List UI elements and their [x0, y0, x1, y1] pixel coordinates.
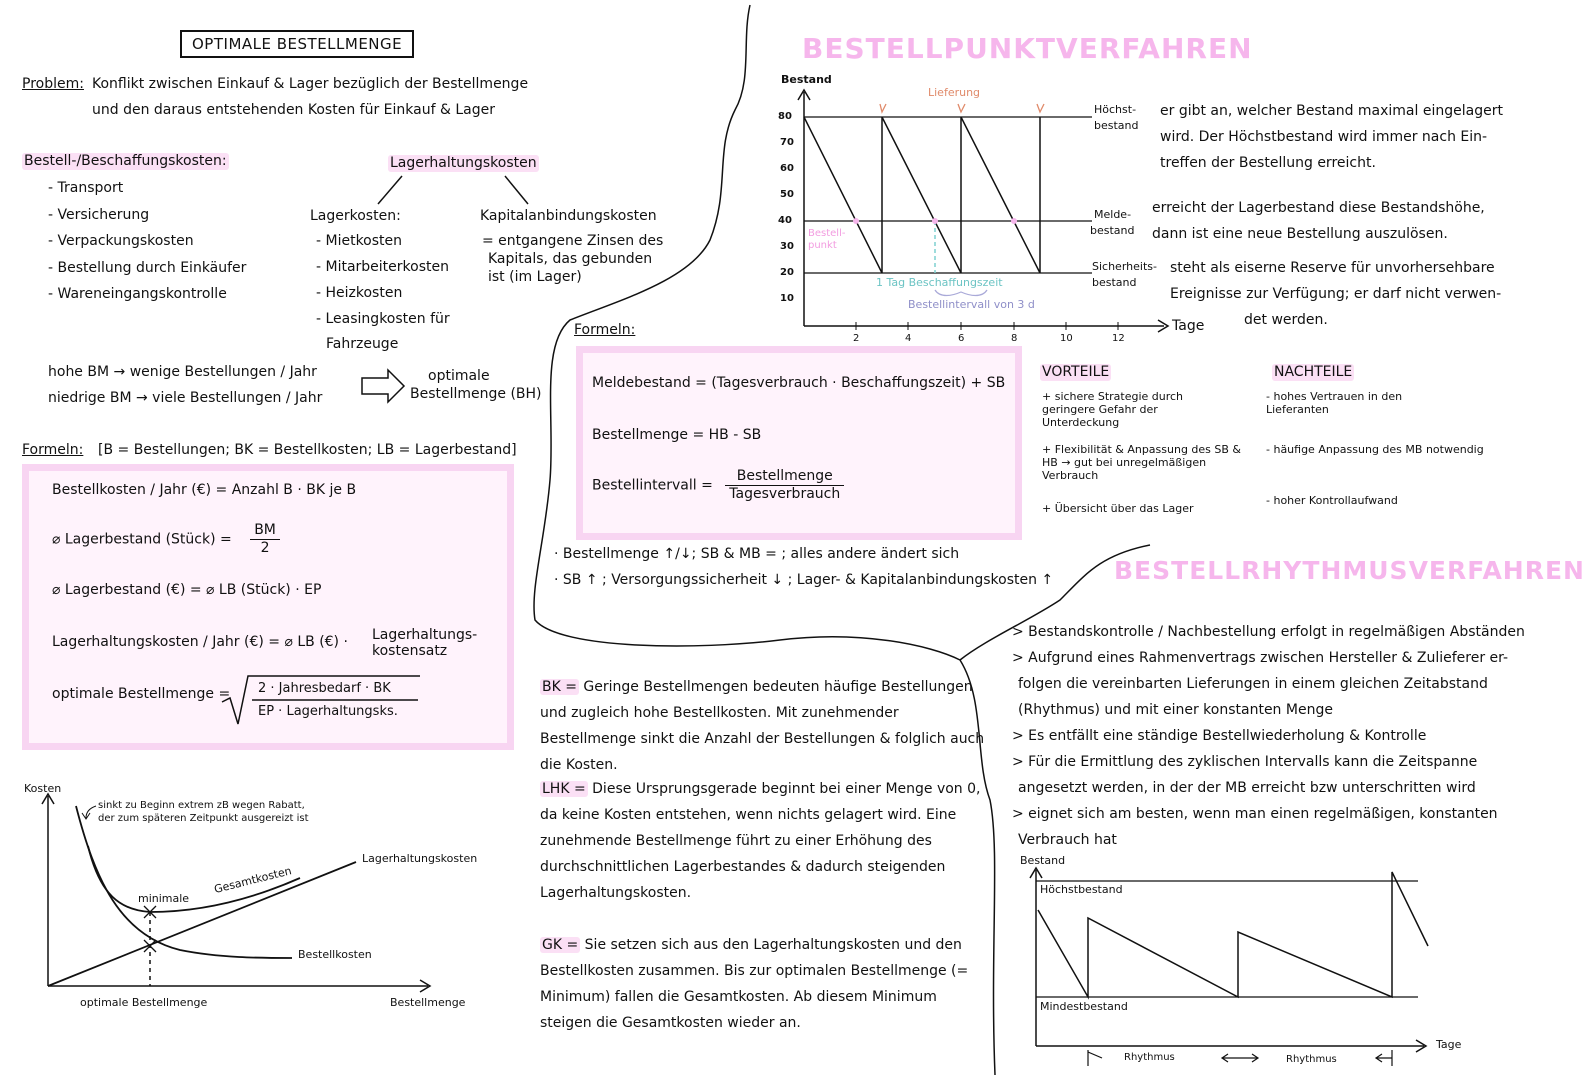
br-item: > Aufgrund eines Rahmenvertrags zwischen Hersteller & Zulieferer er-: [1012, 650, 1509, 666]
bp-xtick: 6: [958, 333, 965, 344]
formula-left: Bestellintervall =: [592, 477, 713, 494]
hb-label: bestand: [1094, 119, 1139, 132]
br-rhythmus-label: Rhythmus: [1286, 1054, 1337, 1065]
sb-text: Ereignisse zur Verfügung; er darf nicht verwen-: [1170, 286, 1502, 302]
chart-note: sinkt zu Beginn extrem zB wegen Rabatt,: [98, 800, 305, 811]
bp-xtick: 4: [905, 333, 912, 344]
formula-lhk-satz: Lagerhaltungs-: [372, 627, 478, 643]
bk-item: - Versicherung: [48, 207, 150, 223]
mb-text: dann ist eine neue Bestellung auszulösen.: [1152, 226, 1448, 242]
sqrt-denominator: EP · Lagerhaltungsks.: [258, 704, 398, 719]
lager-item: - Heizkosten: [316, 285, 403, 301]
br-ylabel: Bestand: [1020, 854, 1066, 867]
kap-text: Kapitals, das gebunden: [488, 251, 653, 267]
nachteile-heading: NACHTEILE: [1274, 364, 1353, 380]
bm-result-1: optimale: [428, 368, 490, 384]
bm-line-2: niedrige BM → viele Bestellungen / Jahr: [48, 390, 323, 406]
bp-xtick: 8: [1011, 333, 1018, 344]
lhk-label: LHK =: [542, 781, 586, 797]
bp-intervall-label: Bestellintervall von 3 d: [908, 298, 1035, 311]
fraction-denominator: 2: [260, 539, 270, 556]
bk-item: - Bestellung durch Einkäufer: [48, 260, 247, 276]
bp-xtick: 2: [853, 333, 860, 344]
fraction-denominator: Tagesverbrauch: [729, 485, 841, 502]
bp-ytick: 10: [780, 293, 794, 304]
vorteil-item: + Übersicht über das Lager: [1042, 502, 1194, 515]
chart-label-optimal: optimale Bestellmenge: [80, 996, 208, 1009]
nachteil-item: - hoher Kontrollaufwand: [1266, 494, 1398, 507]
formula-lagerhaltungskosten: Lagerhaltungskosten / Jahr (€) = ⌀ LB (€) ·: [52, 634, 348, 650]
bp-title: BESTELLPUNKTVERFAHREN: [802, 32, 1253, 65]
vorteil-item: + Flexibilität & Anpassung des SB & HB → gut bei unregelmäßigen Verbrauch: [1042, 443, 1242, 483]
br-item: > Für die Ermittlung des zyklischen Intervalls kann die Zeitspanne: [1012, 754, 1478, 770]
bm-result-2: Bestellmenge (BH): [410, 386, 542, 402]
br-item: angesetzt werden, in der der MB erreicht bzw unterschritten wird: [1018, 780, 1476, 796]
kap-heading: Kapitalanbindungskosten: [480, 208, 657, 224]
formula-optimale-bm-label: optimale Bestellmenge =: [52, 686, 231, 702]
br-hb-label: Höchstbestand: [1040, 883, 1123, 896]
bp-xtick: 10: [1060, 333, 1073, 344]
chart-label-minimale: minimale: [138, 892, 190, 905]
problem-text-2: und den daraus entstehenden Kosten für Einkauf & Lager: [92, 102, 495, 118]
sb-label: Sicherheits-: [1092, 260, 1157, 273]
formeln-label-left: Formeln:: [22, 442, 84, 458]
vorteil-item: + sichere Strategie durch geringere Gefahr der Unterdeckung: [1042, 390, 1184, 430]
lager-heading: Lagerkosten:: [310, 208, 401, 224]
br-xlabel: Tage: [1436, 1038, 1462, 1051]
sb-text: steht als eiserne Reserve für unvorhersehbare: [1170, 260, 1495, 276]
formula-bestellkosten: Bestellkosten / Jahr (€) = Anzahl B · BK je B: [52, 482, 357, 498]
sb-text: det werden.: [1244, 312, 1328, 328]
bk-label: BK =: [542, 679, 577, 695]
hb-text: treffen der Bestellung erreicht.: [1160, 155, 1376, 171]
hb-text: er gibt an, welcher Bestand maximal eingelagert: [1160, 103, 1503, 119]
formeln-label-middle: Formeln:: [574, 322, 636, 338]
sqrt-numerator: 2 · Jahresbedarf · BK: [258, 681, 391, 696]
br-item: > Es entfällt eine ständige Bestellwiederholung & Kontrolle: [1012, 728, 1427, 744]
bp-ytick: 60: [780, 163, 794, 174]
lager-item: Fahrzeuge: [326, 336, 399, 352]
bk-heading: Bestell-/Beschaffungskosten:: [24, 153, 227, 169]
lager-item: - Mitarbeiterkosten: [316, 259, 449, 275]
sb-label: bestand: [1092, 276, 1137, 289]
chart-label-lhk: Lagerhaltungskosten: [362, 852, 478, 865]
formeln-legend: [B = Bestellungen; BK = Bestellkosten; LB = Lagerbestand]: [98, 442, 517, 458]
hb-text: wird. Der Höchstbestand wird immer nach Ein-: [1160, 129, 1488, 145]
br-item: (Rhythmus) und mit einer konstanten Menge: [1018, 702, 1333, 718]
kap-text: = entgangene Zinsen des: [482, 233, 664, 249]
bp-ylabel: Bestand: [781, 73, 832, 86]
page-title: OPTIMALE BESTELLMENGE: [180, 30, 414, 58]
mb-label: Melde-: [1094, 208, 1132, 221]
nachteil-item: - häufige Anpassung des MB notwendig: [1266, 443, 1484, 456]
bp-ytick: 40: [778, 215, 792, 226]
chart-ylabel: Kosten: [24, 782, 62, 795]
chart-note: der zum späteren Zeitpunkt ausgereizt ist: [98, 813, 309, 824]
bp-xtick: 12: [1112, 333, 1125, 344]
formula-lagerbestand-euro: ⌀ Lagerbestand (€) = ⌀ LB (Stück) · EP: [52, 582, 322, 598]
mb-text: erreicht der Lagerbestand diese Bestandshöhe,: [1152, 200, 1485, 216]
fraction-numerator: BM: [250, 522, 280, 540]
gk-text: Sie setzen sich aus den Lagerhaltungskosten und den Bestellkosten zusammen. Bis zur optimalen Bestellmenge (= Minimum) fallen die Gesamtkosten. Ab diesem Minimum steigen die Gesamtkosten wieder an.: [540, 937, 969, 1031]
bk-item: - Wareneingangskontrolle: [48, 286, 227, 302]
bk-text: Geringe Bestellmengen bedeuten häufige Bestellungen und zugleich hohe Bestellkosten. Mit zunehmender Bestellmenge sinkt die Anzahl der Bestellungen & folglich auch die Kosten.: [540, 679, 985, 773]
bp-ytick: 80: [778, 111, 792, 122]
lh-heading: Lagerhaltungskosten: [390, 155, 537, 171]
chart-label-bk: Bestellkosten: [298, 948, 372, 961]
br-item: Verbrauch hat: [1018, 832, 1117, 848]
chart-xlabel: Bestellmenge: [390, 996, 466, 1009]
bp-ytick: 30: [780, 241, 794, 252]
formula-bestellmenge: Bestellmenge = HB - SB: [592, 427, 762, 443]
bm-line-1: hohe BM → wenige Bestellungen / Jahr: [48, 364, 317, 380]
bp-ytick: 70: [780, 137, 794, 148]
gk-label: GK =: [542, 937, 579, 953]
formula-meldebestand: Meldebestand = (Tagesverbrauch · Beschaffungszeit) + SB: [592, 375, 1006, 391]
chart-label-gk: Gesamtkosten: [212, 864, 293, 897]
br-title: BESTELLRHYTHMUSVERFAHREN: [1114, 556, 1585, 585]
nachteil-item: - hohes Vertrauen in den Lieferanten: [1266, 390, 1403, 417]
problem-label: Problem:: [22, 76, 84, 92]
bp-bestellpunkt-label: Bestell- punkt: [808, 228, 846, 251]
hb-label: Höchst-: [1094, 103, 1137, 116]
br-rhythmus-label: Rhythmus: [1124, 1052, 1175, 1063]
note-line: · SB ↑ ; Versorgungssicherheit ↓ ; Lager- & Kapitalanbindungskosten ↑: [554, 572, 1054, 588]
problem-text-1: Konflikt zwischen Einkauf & Lager bezüglich der Bestellmenge: [92, 76, 529, 92]
kap-text: ist (im Lager): [488, 269, 582, 285]
br-mb-label: Mindestbestand: [1040, 1000, 1128, 1013]
bp-lieferung-label: Lieferung: [928, 86, 981, 99]
mb-label: bestand: [1090, 224, 1135, 237]
bp-beschaffungszeit-label: 1 Tag Beschaffungszeit: [876, 276, 1003, 289]
bp-ytick: 50: [780, 189, 794, 200]
fraction-numerator: Bestellmenge: [725, 468, 844, 486]
bp-xlabel: Tage: [1172, 318, 1205, 334]
br-item: > Bestandskontrolle / Nachbestellung erfolgt in regelmäßigen Abständen: [1012, 624, 1525, 640]
br-item: folgen die vereinbarten Lieferungen in einem gleichen Zeitabstand: [1018, 676, 1488, 692]
formula-lhk-satz: kostensatz: [372, 643, 448, 659]
lager-item: - Leasingkosten für: [316, 311, 450, 327]
lager-item: - Mietkosten: [316, 233, 403, 249]
br-item: > eignet sich am besten, wenn man einen regelmäßigen, konstanten: [1012, 806, 1498, 822]
bp-ytick: 20: [780, 267, 794, 278]
lhk-text: Diese Ursprungsgerade beginnt bei einer Menge von 0, da keine Kosten entstehen, wenn nichts gelagert wird. Eine zunehmende Bestellmenge führt zu einer Erhöhung des durchschnittlichen Lagerbestandes & dadurch steigenden Lagerhaltungskosten.: [540, 781, 981, 901]
bk-item: - Verpackungskosten: [48, 233, 194, 249]
bk-item: - Transport: [48, 180, 124, 196]
note-line: · Bestellmenge ↑/↓; SB & MB = ; alles andere ändert sich: [554, 546, 960, 562]
vorteile-heading: VORTEILE: [1042, 364, 1110, 380]
formula-left: ⌀ Lagerbestand (Stück) =: [52, 531, 232, 548]
